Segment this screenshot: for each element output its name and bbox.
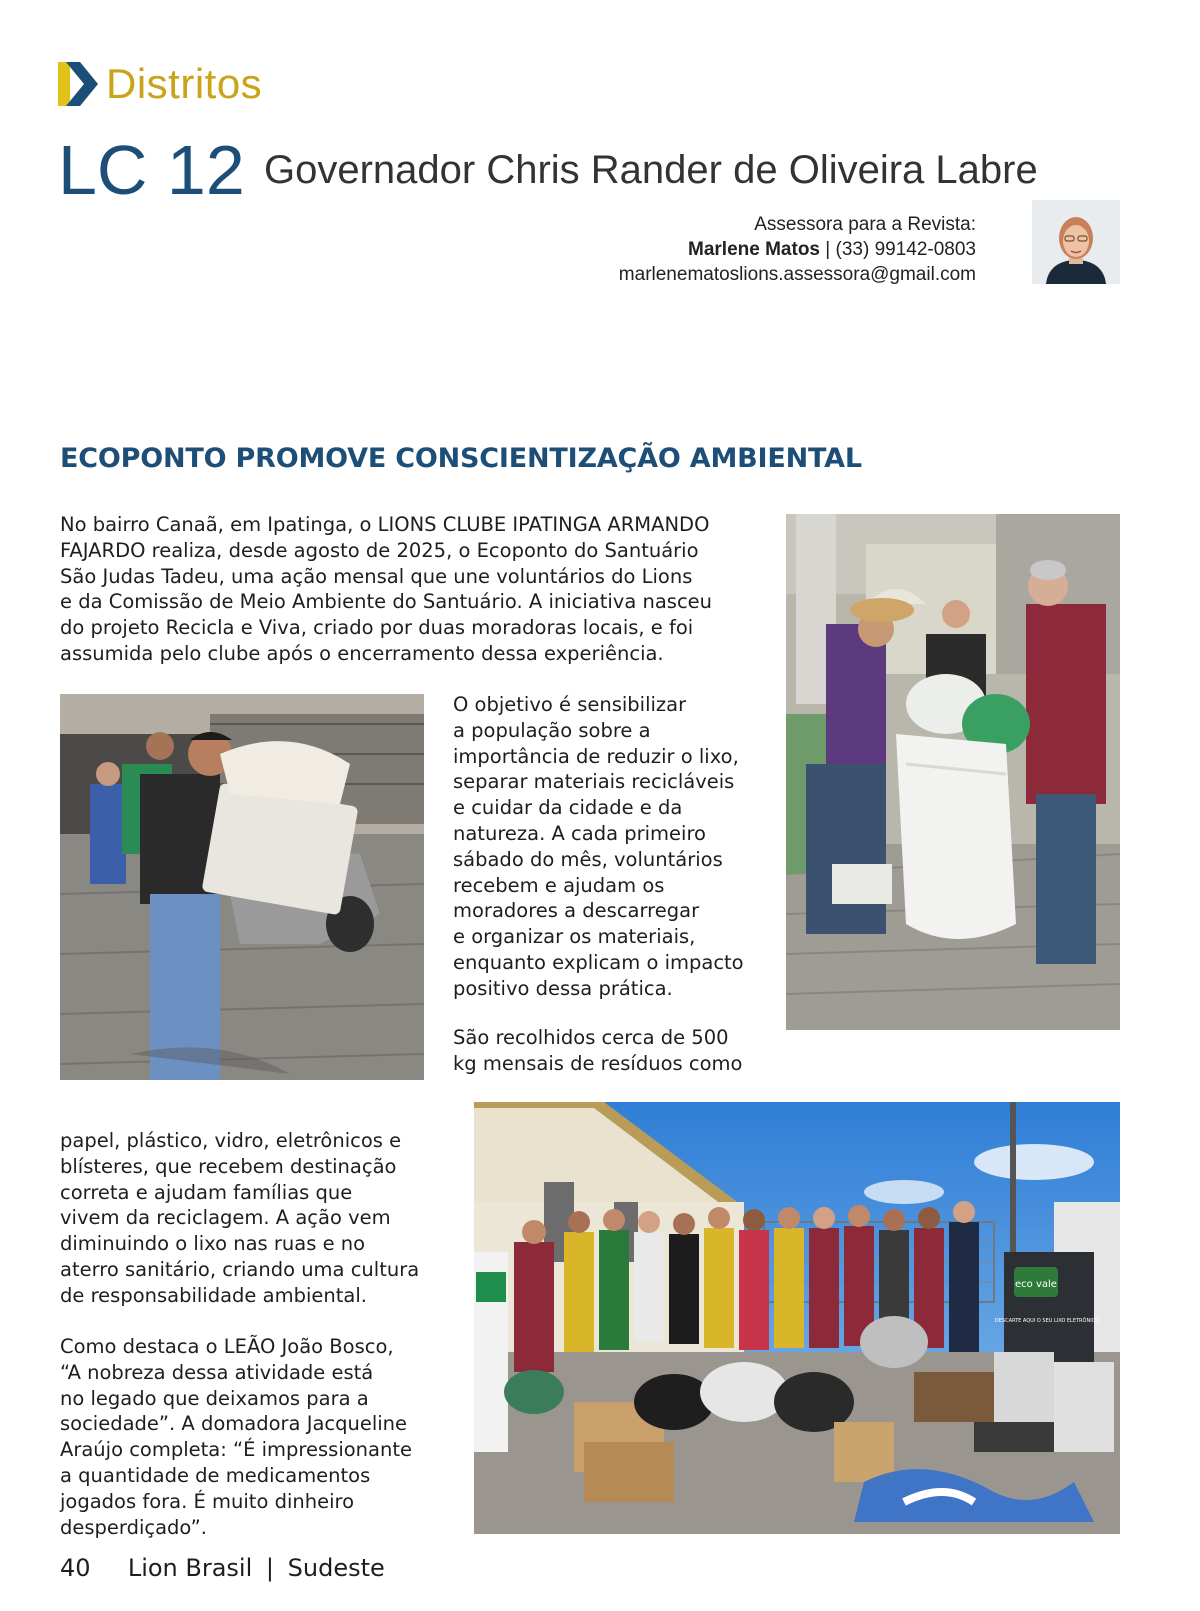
district-code: LC 12 [58, 131, 245, 209]
sign-eco-vale: eco vale [1015, 1279, 1057, 1290]
contact-role: Assessora para a Revista: [754, 214, 976, 235]
paragraph-objective: O objetivo é sensibilizar a população sobre a importância de reduzir o lixo, separar materiais recicláveis e cuidar da cidade e da natureza. A cada primeiro sábado do mês, voluntários recebem e ajudam os moradores a descarregar e organizar os materiais, enquanto explicam o impacto positivo dessa prática. [453, 693, 744, 1000]
section-chevron-icon [58, 62, 98, 106]
paragraph-intro: No bairro Canaã, em Ipatinga, o LIONS CLUBE IPATINGA ARMANDO FAJARDO realiza, desde agosto de 2025, o Ecoponto do Santuário São Judas Tadeu, uma ação mensal que une voluntários do Lions e da Comissão de Meio Ambiente do Santuário. A iniciativa nasceu do projeto Recicla e Viva, criado por duas moradoras locais, e foi assumida pelo clube após o encerramento dessa experiência. [60, 513, 713, 665]
footer-separator: | [265, 1554, 275, 1582]
sign-electronic-waste: DESCARTE AQUI O SEU LIXO ELETRÔNICO [994, 1318, 1100, 1324]
contact-avatar [1032, 200, 1120, 284]
photo-volunteer-carrying [60, 694, 424, 1080]
photo-group-ecoponto [474, 1102, 1120, 1534]
governor-name: Governador Chris Rander de Oliveira Labre [264, 148, 1038, 192]
press-contact [619, 212, 976, 287]
article-headline: ECOPONTO PROMOVE CONSCIENTIZAÇÃO AMBIENTAL [60, 443, 862, 474]
contact-email[interactable]: marlenematoslions.assessora@gmail.com [618, 264, 976, 285]
paragraph-collection-continued: papel, plástico, vidro, eletrônicos e blísteres, que recebem destinação correta e ajudam famílias que vivem da reciclagem. A ação vem diminuindo o lixo nas ruas e no aterro sanitário, criando uma cultura de responsabilidade ambiental. [60, 1129, 420, 1307]
contact-separator: | [820, 239, 836, 260]
page-number: 40 [60, 1554, 91, 1582]
section-label: Distritos [106, 60, 263, 107]
contact-line [619, 237, 976, 262]
contact-name: Marlene Matos [688, 239, 820, 260]
page-footer [60, 1552, 385, 1584]
magazine-name: Lion Brasil [127, 1554, 253, 1582]
paragraph-quotes: Como destaca o LEÃO João Bosco, “A nobreza dessa atividade está no legado que deixamos para a sociedade”. A domadora Jacqueline Araújo completa: “É impressionante a quantidade de medicamentos jogados fora. É muito dinheiro desperdiçado”. [60, 1335, 412, 1539]
contact-phone: (33) 99142-0803 [835, 239, 976, 260]
paragraph-collection: São recolhidos cerca de 500 kg mensais de resíduos como [453, 1026, 743, 1075]
photo-volunteers-sorting [786, 514, 1120, 1030]
magazine-region: Sudeste [287, 1554, 385, 1582]
